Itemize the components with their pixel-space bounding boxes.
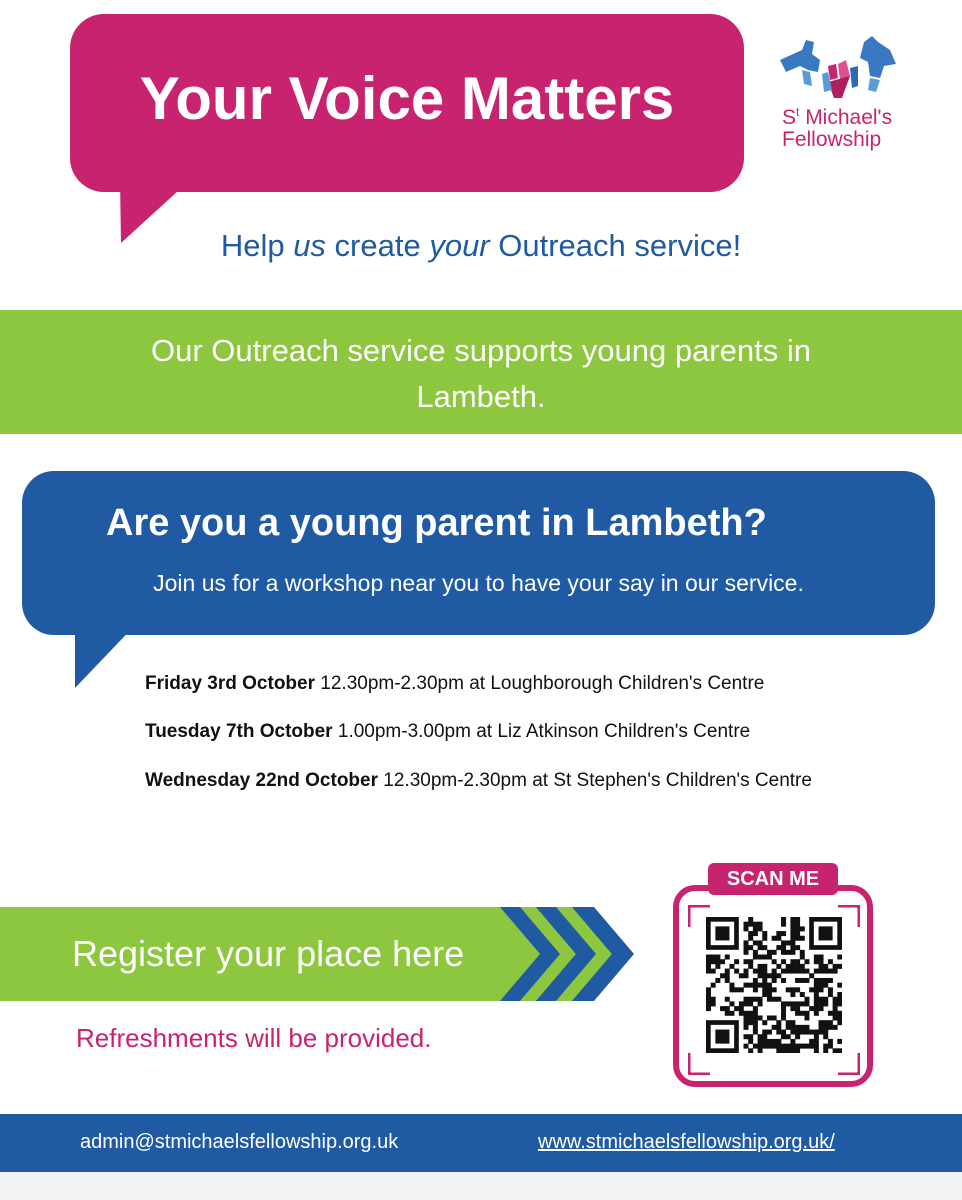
info-band-text: Our Outreach service supports young parents in Lambeth. [151, 333, 811, 414]
session-item: Wednesday 22nd October 12.30pm-2.30pm at St Stephen's Children's Centre [145, 770, 812, 791]
fellowship-logo-icon [772, 20, 902, 106]
scan-me-label: SCAN ME [726, 868, 820, 890]
qr-code[interactable] [706, 917, 842, 1053]
page-title: Your Voice Matters [139, 65, 675, 132]
session-item: Tuesday 7th October 1.00pm-3.00pm at Liz Atkinson Children's Centre [145, 721, 751, 742]
footer-email[interactable]: admin@stmichaelsfellowship.org.uk [80, 1131, 399, 1153]
workshop-heading: Are you a young parent in Lambeth? [106, 502, 767, 544]
bottom-strip [0, 1172, 962, 1200]
refreshments-note: Refreshments will be provided. [76, 1023, 432, 1053]
fellowship-logo-text: $S^t$ Michael's Fellowship [782, 105, 893, 151]
footer-website-link[interactable]: www.stmichaelsfellowship.org.uk/ [538, 1131, 835, 1153]
session-item: Friday 3rd October 12.30pm-2.30pm at Loughborough Children's Centre [145, 673, 765, 694]
workshop-subtext: Join us for a workshop near you to have your say in our service. [153, 570, 804, 596]
register-label[interactable]: Register your place here [72, 933, 465, 974]
page-subtitle: Help us create your Outreach service! [220, 228, 742, 263]
